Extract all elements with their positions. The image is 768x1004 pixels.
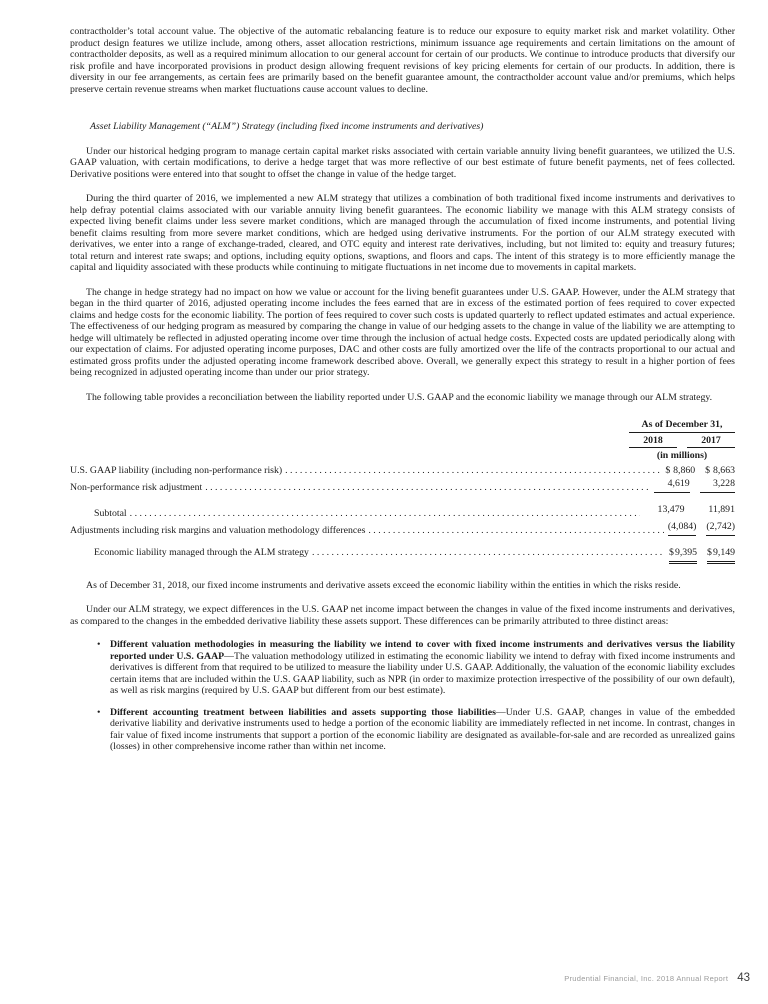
bullet-body-text: —The valuation methodology utilized in estimating the economic liability we intend to defray with fixed income instruments and derivatives is different from that required to be utilized to measure the liability under U.S. GAAP. Additionally, the valuation of the economic liability excludes certain items that are included within the U.S. GAAP liability, such as NPR (in order to maximize protection irrespective of the possibility of our own default), as well as risk margins (required by U.S. GAAP but different from our best estimate). <box>110 650 735 696</box>
amount: (2,742) <box>706 521 735 532</box>
table-row <box>70 465 735 477</box>
row-label: Non-performance risk adjustment <box>70 481 203 493</box>
dot-leader <box>205 482 650 494</box>
row-label: Adjustments including risk margins and valuation methodology differences <box>70 524 366 536</box>
value-2017 <box>706 521 735 536</box>
value-2017 <box>695 504 735 516</box>
table-row <box>70 504 735 519</box>
table-units-label: (in millions) <box>656 450 708 461</box>
value-2017 <box>700 478 735 493</box>
value-2018 <box>644 504 684 516</box>
paragraph-under-alm-strategy: Under our ALM strategy, we expect differences in the U.S. GAAP net income impact between the changes in value of the fixed income instruments and derivatives, as compared to the changes in the embedded derivative liability these assets support. These differences can be primarily attributed to three distinct areas: <box>70 604 735 627</box>
dot-leader <box>285 465 661 477</box>
row-label: Subtotal <box>94 507 127 519</box>
value-2018 <box>665 465 695 477</box>
value-2017 <box>705 465 735 477</box>
paragraph-historical-hedging: Under our historical hedging program to manage certain capital market risks associated with certain variable annuity living benefit guarantees, we utilized the U.S. GAAP valuation, with certain modifications, to derive a hedge target that was more reflective of our best estimate of future benefit payments, net of fees collected. Derivative positions were entered into that sought to offset the change in value of the hedge target. <box>70 145 735 180</box>
amount: 8,860 <box>673 464 696 476</box>
amount: 9,395 <box>674 547 697 558</box>
table-row <box>70 521 735 536</box>
table-spacer <box>70 536 735 545</box>
amount: 8,663 <box>712 464 735 476</box>
table-row <box>70 478 735 493</box>
dot-leader <box>368 525 663 537</box>
paragraph-hedge-strategy-change: The change in hedge strategy had no impact on how we value or account for the living benefit guarantees under U.S. GAAP. However, under the ALM strategy that began in the third quarter of 2016, adjusted operating income includes the fees earned that are in excess of the estimated portion of fees required to cover expected claims and hedge costs for the economic liability. The portion of fees required to cover such costs is updated quarterly to reflect updated estimates and actual experience. The effectiveness of our hedging program as measured by comparing the change in value of our hedging assets to the change in value of the liability we are attempting to hedge will ultimately be reflected in adjusted operating income over time through the inclusion of actual hedge costs. Expected costs are updated periodically along with our expectation of claims. For adjusted operating income purposes, DAC and other costs are fully amortized over the life of the contracts proportional to our actual and estimated gross profits under the adjusted operating income framework described above. Overall, we generally expect this strategy to result in a higher portion of fees being recognized in adjusted operating income than under our prior strategy. <box>70 286 735 378</box>
currency-sign: $ <box>668 547 674 558</box>
bullet-accounting-treatment <box>110 707 735 753</box>
reconciliation-table <box>70 419 735 564</box>
bullet-bold-leadin: Different accounting treatment between liabilities and assets supporting those liabilities <box>110 706 496 718</box>
table-year-headers <box>70 434 735 449</box>
value-2017 <box>707 547 735 564</box>
table-row <box>70 547 735 564</box>
amount: 3,228 <box>712 478 735 489</box>
footer-report-title: Prudential Financial, Inc. 2018 Annual Report <box>564 973 729 983</box>
amount: (4,084) <box>667 521 697 532</box>
value-2018 <box>668 521 697 536</box>
value-2018 <box>669 547 697 564</box>
table-header-asof: As of December 31, <box>629 419 735 433</box>
value-2018 <box>654 478 689 493</box>
row-label: Economic liability managed through the ALM strategy <box>94 547 309 558</box>
paragraph-continuation: contractholder’s total account value. The objective of the automatic rebalancing feature is to reduce our exposure to equity market risk and market volatility. Other product design features we utilize include, among others, asset allocation restrictions, minimum issuance age requirements and certain limitations on the amount of contractholder deposits, as well as a required minimum allocation to our general account for certain of our products. We continue to introduce products that diversify our risk profile and have incorporated provisions in product design allowing frequent revisions of key pricing elements for certain of our products. In addition, there is diversity in our fee arrangements, as certain fees are primarily based on the benefit guarantee amount, the contractholder account value and/or premiums, which helps preserve certain revenue streams when market fluctuations cause account values to decline. <box>70 26 735 95</box>
currency-sign: $ <box>707 547 712 558</box>
bullet-bold-leadin: Different valuation methodologies in measuring the liability we intend to cover with fixed income instruments and derivatives versus the liability reported under U.S. GAAP <box>110 639 735 662</box>
section-heading: Asset Liability Management (“ALM”) Strategy (including fixed income instruments and derivatives) <box>90 121 484 132</box>
paragraph-as-of-dec-2018: As of December 31, 2018, our fixed income instruments and derivative assets exceed the economic liability within the entities in which the risks reside. <box>86 579 681 591</box>
amount: 13,479 <box>657 504 685 515</box>
page-number: 43 <box>737 971 750 984</box>
bullet-list <box>70 639 735 753</box>
dot-leader <box>312 547 665 559</box>
amount: 9,149 <box>712 547 736 558</box>
currency-sign: $ <box>665 464 671 476</box>
paragraph-following-table: The following table provides a reconciliation between the liability reported under U.S. GAAP and the economic liability we manage through our ALM strategy. <box>86 391 713 403</box>
paragraph-third-quarter-2016: During the third quarter of 2016, we implemented a new ALM strategy that utilizes a combination of both traditional fixed income instruments and derivatives to help defray potential claims associated with our variable annuity living benefit guarantees. The economic liability we manage with this ALM strategy consists of expected living benefit claims under less severe market conditions, which are managed through the accumulation of fixed income instruments, and potential living benefit claims resulting from more severe market conditions, which are hedged using derivative instruments. For the portion of our ALM strategy executed with derivatives, we enter into a range of exchange-traded, cleared, and OTC equity and interest rate derivatives, including, but not limited to: equity and treasury futures; total return and interest rate swaps; and options, including equity options, swaptions, and floors and caps. The intent of this strategy is to more efficiently manage the capital and liquidity associated with these products while continuing to mitigate fluctuations in net income due to movements in capital markets. <box>70 193 735 273</box>
amount: 4,619 <box>667 478 690 489</box>
bullet-body-text: —Under U.S. GAAP, changes in value of the embedded derivative liability and derivative instruments used to hedge a portion of the economic liability are immediately reflected in net income. In contrast, changes in fair value of fixed income instruments that support a portion of the economic liability are designated as available-for-sale and are recorded as unrealized gains (losses) in other comprehensive income rather than within net income. <box>110 706 736 752</box>
page-footer <box>564 973 750 985</box>
dot-leader <box>130 508 640 520</box>
bullet-valuation-methodologies <box>110 639 735 697</box>
column-header-2018: 2018 <box>629 434 677 449</box>
column-header-2017: 2017 <box>687 434 735 449</box>
table-spacer <box>70 493 735 502</box>
currency-sign: $ <box>705 464 711 476</box>
row-label: U.S. GAAP liability (including non-performance risk) <box>70 464 283 476</box>
amount: 11,891 <box>708 504 735 515</box>
